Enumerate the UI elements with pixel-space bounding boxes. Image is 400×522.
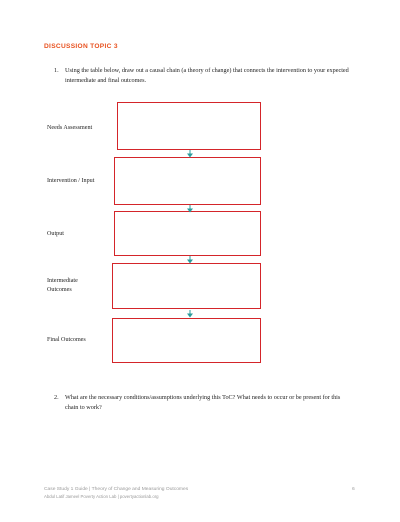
- footer-document-title: Case Study 1 Guide | Theory of Change and Measuring Outcomes: [44, 487, 189, 492]
- stage-label-intermediate-outcomes: Intermediate Outcomes: [47, 278, 78, 294]
- answer-box-final-outcomes[interactable]: [112, 318, 261, 363]
- answer-box-intermediate-outcomes[interactable]: [112, 263, 261, 309]
- stage-label-output: Output: [47, 231, 64, 237]
- question-1: [54, 66, 359, 88]
- question-2-number: 2.: [54, 394, 59, 401]
- question-2-text: What are the necessary conditions/assumptions underlying this ToC? What needs to occur or be present for this chain to work?: [65, 394, 341, 411]
- answer-box-output[interactable]: [114, 211, 261, 256]
- answer-box-needs-assessment[interactable]: [117, 102, 261, 150]
- question-1-text: Using the table below, draw out a causal chain (a theory of change) that connects the intervention to your expected intermediate and final outcomes.: [65, 67, 349, 84]
- stage-label-needs-assessment: Needs Assessment: [47, 125, 93, 131]
- down-arrow-icon: [185, 150, 195, 158]
- down-arrow-icon: [185, 310, 195, 318]
- discussion-heading: DISCUSSION TOPIC 3: [44, 43, 118, 50]
- down-arrow-icon: [185, 205, 195, 213]
- stage-label-final-outcomes: Final Outcomes: [47, 337, 86, 343]
- question-1-number: 1.: [54, 67, 59, 74]
- stage-label-intervention-input: Intervention / Input: [47, 178, 95, 184]
- footer-organization: Abdul Latif Jameel Poverty Action Lab | povertyactionlab.org: [44, 494, 159, 499]
- question-2: [54, 393, 359, 415]
- page-number: 6: [352, 487, 355, 492]
- down-arrow-icon: [185, 256, 195, 264]
- answer-box-intervention-input[interactable]: [114, 157, 261, 205]
